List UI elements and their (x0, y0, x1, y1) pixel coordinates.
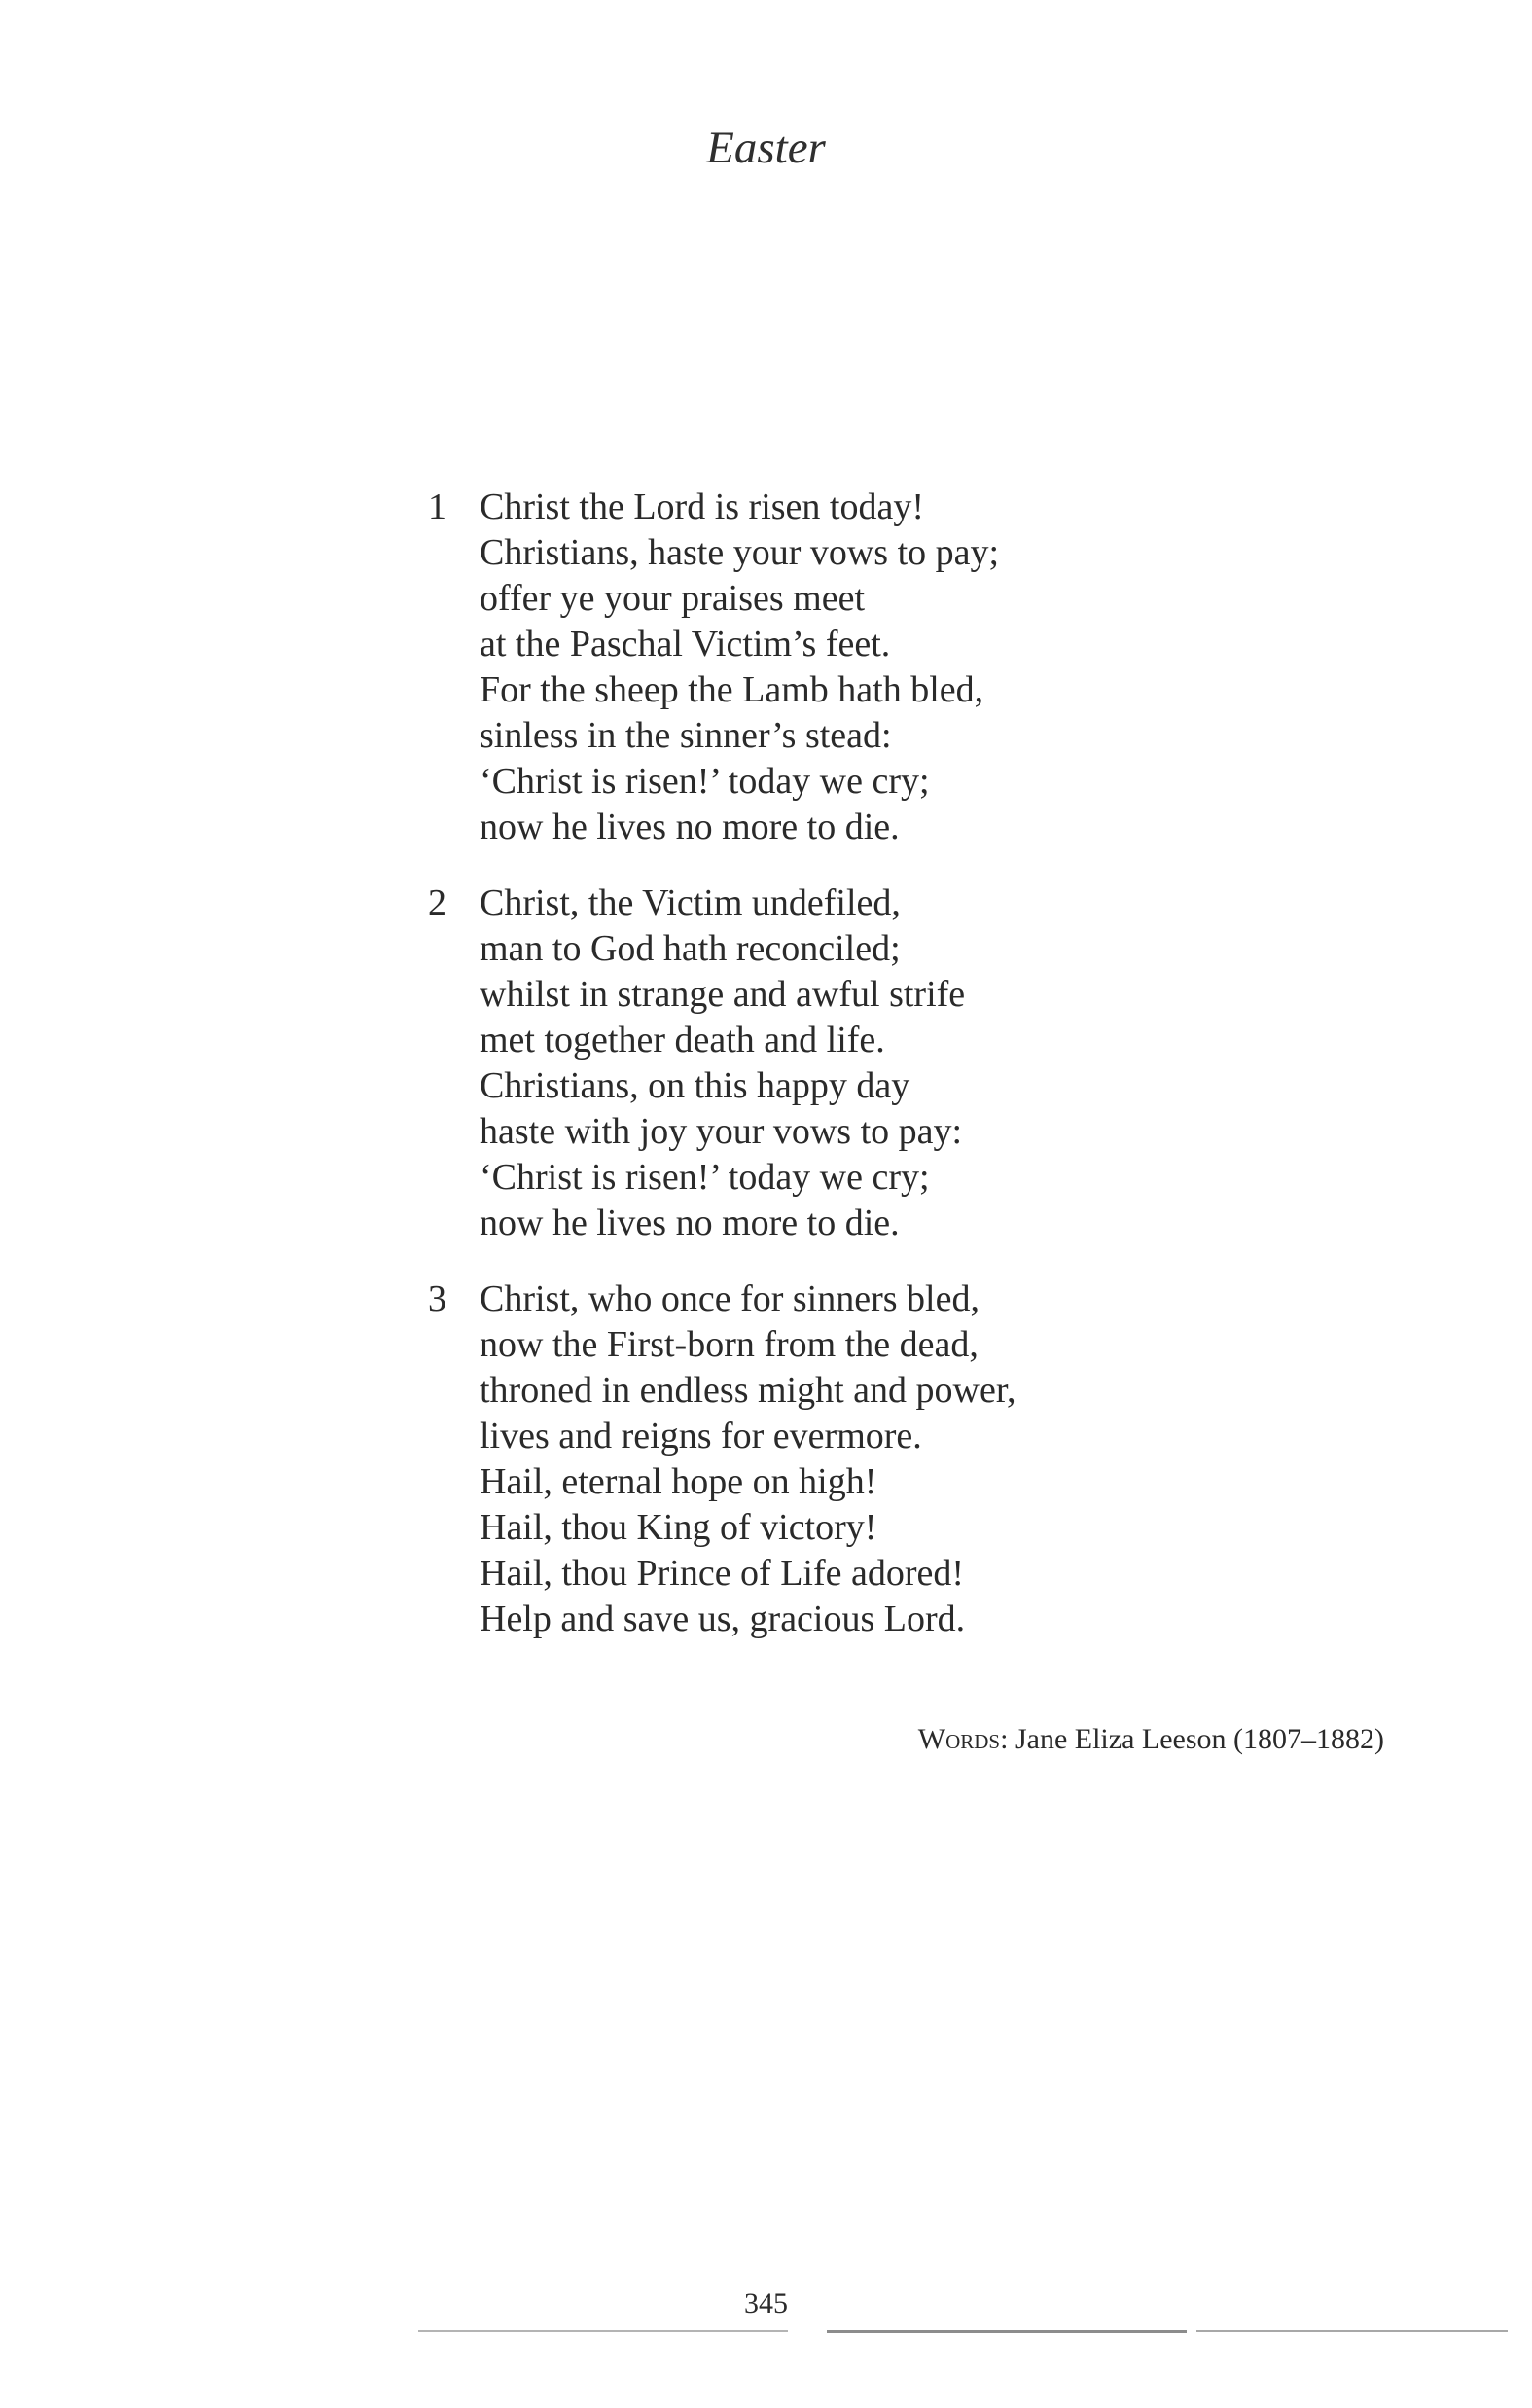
hymn-verses (428, 485, 1303, 1672)
verse-line: offer ye your praises meet (480, 578, 866, 619)
verse-1 (428, 485, 1303, 850)
verse-line: Hail, thou Prince of Life adored! (480, 1553, 965, 1594)
verse-line: met together death and life. (480, 1020, 885, 1060)
verse-number: 3 (428, 1278, 446, 1319)
verse-line: Help and save us, gracious Lord. (480, 1599, 966, 1639)
verse-line: at the Paschal Victim’s feet. (480, 624, 891, 665)
verse-number: 2 (428, 882, 446, 923)
verse-line: Christ, the Victim undefiled, (480, 882, 901, 923)
attribution-label: Words: (917, 1723, 1009, 1755)
verse-line: Christ, who once for sinners bled, (480, 1278, 980, 1319)
attribution-text: Jane Eliza Leeson (1807–1882) (1015, 1723, 1384, 1755)
verse-line: sinless in the sinner’s stead: (480, 715, 892, 756)
page-title: Easter (706, 123, 826, 173)
verse-line: now he lives no more to die. (480, 1203, 900, 1243)
footer-rule-middle (827, 2330, 1187, 2333)
verse-lines (480, 881, 1303, 1246)
verse-line: ‘Christ is risen!’ today we cry; (480, 1157, 930, 1198)
verse-line: Christians, haste your vows to pay; (480, 532, 1000, 573)
footer-rule-right (1196, 2330, 1508, 2332)
verse-line: haste with joy your vows to pay: (480, 1111, 963, 1152)
verse-line: Christians, on this happy day (480, 1065, 910, 1106)
verse-line: Christ the Lord is risen today! (480, 486, 924, 527)
page-number: 345 (744, 2287, 788, 2319)
verse-line: lives and reigns for evermore. (480, 1416, 922, 1456)
verse-lines (480, 1276, 1303, 1642)
verse-line: now he lives no more to die. (480, 807, 900, 847)
words-attribution (918, 1720, 1384, 1759)
verse-line: man to God hath reconciled; (480, 928, 901, 969)
verse-line: ‘Christ is risen!’ today we cry; (480, 761, 930, 802)
verse-lines (480, 485, 1303, 850)
verse-line: For the sheep the Lamb hath bled, (480, 669, 984, 710)
verse-line: now the First-born from the dead, (480, 1324, 979, 1365)
verse-number: 1 (428, 486, 446, 527)
verse-line: Hail, eternal hope on high! (480, 1461, 877, 1502)
verse-line: throned in endless might and power, (480, 1370, 1016, 1411)
verse-line: Hail, thou King of victory! (480, 1507, 877, 1548)
verse-line: whilst in strange and awful strife (480, 974, 966, 1015)
verse-3 (428, 1276, 1303, 1642)
footer-rule-left (418, 2330, 788, 2332)
verse-2 (428, 881, 1303, 1246)
